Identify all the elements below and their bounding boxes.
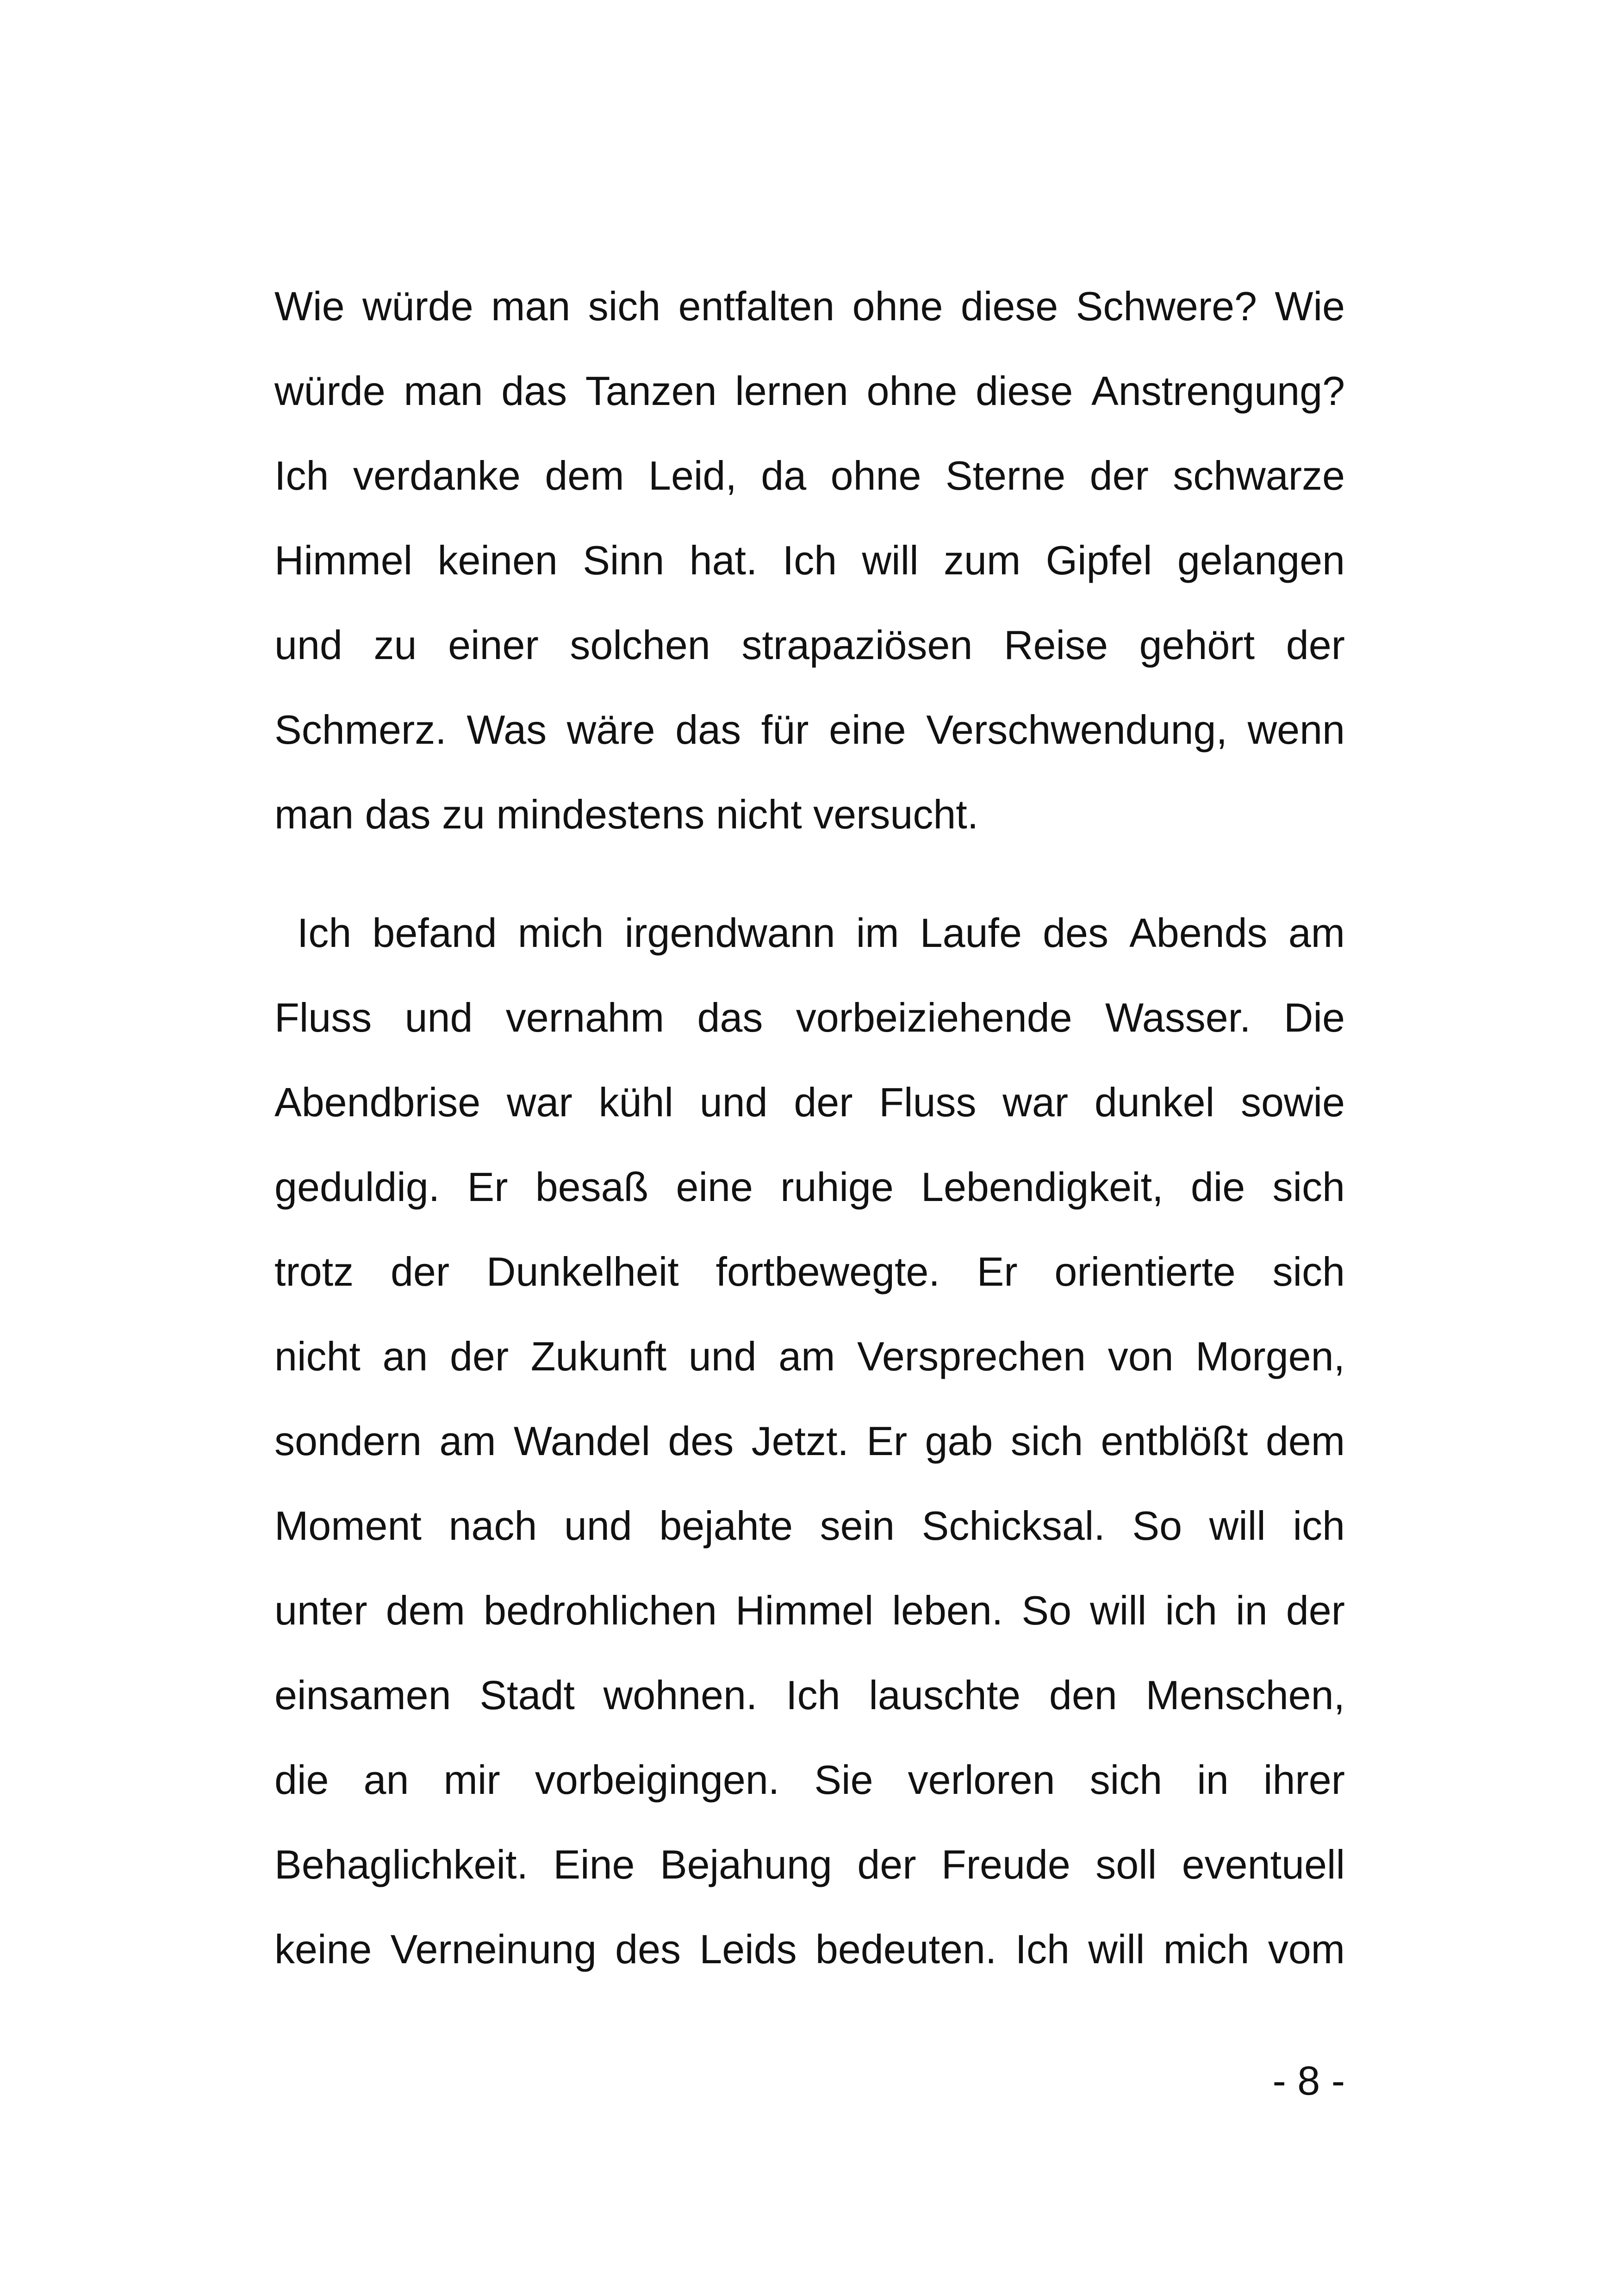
- word: ohne: [852, 283, 943, 329]
- word: entfalten: [678, 283, 835, 329]
- word: sich: [1089, 1757, 1163, 1803]
- word: Lebendigkeit,: [921, 1164, 1164, 1210]
- word: am: [439, 1418, 496, 1464]
- text-line: [274, 1229, 1345, 1314]
- word: Ich: [786, 1672, 840, 1718]
- word: sich: [1272, 1249, 1345, 1294]
- word: leben.: [892, 1587, 1003, 1633]
- word: an: [382, 1333, 428, 1379]
- word: der: [390, 1249, 450, 1294]
- word: Wasser.: [1105, 995, 1251, 1040]
- word: Die: [1283, 995, 1345, 1040]
- word: kühl: [598, 1079, 673, 1125]
- word: unter: [274, 1587, 367, 1633]
- word: Stadt: [479, 1672, 575, 1718]
- text-line: [274, 264, 1345, 348]
- word: soll: [1095, 1842, 1157, 1887]
- word: man: [491, 283, 571, 329]
- word: Anstrengung?: [1091, 368, 1345, 414]
- word: für: [761, 707, 809, 753]
- word: entblößt: [1101, 1418, 1248, 1464]
- word: ihrer: [1263, 1757, 1345, 1803]
- word: Morgen,: [1195, 1333, 1345, 1379]
- text-line: [274, 1653, 1345, 1737]
- word: sich: [1272, 1164, 1345, 1210]
- word: bedeuten.: [815, 1926, 997, 1972]
- word: am: [778, 1333, 835, 1379]
- word: gehört: [1139, 622, 1255, 668]
- word: mich: [517, 910, 604, 956]
- word: gab: [925, 1418, 993, 1464]
- word: orientierte: [1054, 1249, 1236, 1294]
- word: Ich: [274, 910, 352, 956]
- word: nach: [448, 1503, 537, 1549]
- word: der: [1286, 1587, 1345, 1633]
- word: einer: [448, 622, 539, 668]
- word: wenn: [1247, 707, 1345, 753]
- text-line: [274, 890, 1345, 975]
- word: nicht: [274, 1333, 361, 1379]
- text-line: [274, 1822, 1345, 1907]
- word: einsamen: [274, 1672, 451, 1718]
- word: Jetzt.: [751, 1418, 849, 1464]
- text-line: [274, 1907, 1345, 1991]
- word: Menschen,: [1145, 1672, 1345, 1718]
- text-line: [274, 518, 1345, 603]
- word: Freude: [941, 1842, 1070, 1887]
- word: Gipfel: [1045, 537, 1152, 583]
- text-line: [274, 1145, 1345, 1229]
- word: So: [1132, 1503, 1182, 1549]
- word: Leid,: [648, 453, 737, 498]
- word: lernen: [735, 368, 848, 414]
- word: befand: [372, 910, 497, 956]
- word: Dunkelheit: [486, 1249, 679, 1294]
- word: des: [615, 1926, 681, 1972]
- word: sich: [1010, 1418, 1083, 1464]
- word: Ich: [782, 537, 837, 583]
- word: ohne: [830, 453, 921, 498]
- word: zum: [944, 537, 1021, 583]
- word: Er: [866, 1418, 908, 1464]
- page-number: - 8 -: [1272, 2058, 1345, 2103]
- word: man: [404, 368, 483, 414]
- word: der: [449, 1333, 509, 1379]
- word: Sterne: [945, 453, 1066, 498]
- word: will: [1088, 1926, 1145, 1972]
- word: Abendbrise: [274, 1079, 481, 1125]
- word: diese: [975, 368, 1073, 414]
- word: zu: [373, 622, 417, 668]
- word: im: [856, 910, 899, 956]
- word: ich: [1165, 1587, 1217, 1633]
- word: und: [688, 1333, 757, 1379]
- word: Er: [977, 1249, 1018, 1294]
- word: vernahm: [505, 995, 665, 1040]
- text-line: [274, 975, 1345, 1060]
- word: hat.: [689, 537, 758, 583]
- paragraph-1: [274, 264, 1345, 857]
- text-line: [274, 603, 1345, 687]
- word: Sie: [814, 1757, 873, 1803]
- word: Abends: [1129, 910, 1268, 956]
- word: der: [794, 1079, 853, 1125]
- word: das: [675, 707, 741, 753]
- word: und: [274, 622, 342, 668]
- word: Wie: [274, 283, 345, 329]
- word: Ich: [274, 453, 329, 498]
- word: war: [1002, 1079, 1069, 1125]
- word: schwarze: [1173, 453, 1345, 498]
- text-line: [274, 687, 1345, 772]
- word: Bejahung: [660, 1842, 832, 1887]
- word: eine: [676, 1164, 753, 1210]
- word: will: [1090, 1587, 1147, 1633]
- word: die: [274, 1757, 329, 1803]
- word: vorbeiziehende: [796, 995, 1072, 1040]
- word: Wie: [1275, 283, 1345, 329]
- word: wohnen.: [603, 1672, 758, 1718]
- word: fortbewegte.: [716, 1249, 940, 1294]
- word: Eine: [553, 1842, 635, 1887]
- word: und: [404, 995, 473, 1040]
- word: mir: [443, 1757, 500, 1803]
- word: keine: [274, 1926, 372, 1972]
- word: Schmerz.: [274, 707, 447, 753]
- word: keinen: [437, 537, 558, 583]
- word: der: [1286, 622, 1345, 668]
- word: sein: [820, 1503, 895, 1549]
- word: lauschte: [869, 1672, 1021, 1718]
- word: an: [363, 1757, 409, 1803]
- word: das: [501, 368, 567, 414]
- word: Tanzen: [585, 368, 717, 414]
- word: am: [1288, 910, 1345, 956]
- word: des: [668, 1418, 734, 1464]
- word: des: [1043, 910, 1108, 956]
- text-line: [274, 1060, 1345, 1145]
- word: sowie: [1240, 1079, 1345, 1125]
- word: sich: [588, 283, 661, 329]
- word: strapaziösen: [741, 622, 973, 668]
- word: besaß: [535, 1164, 649, 1210]
- word: Schwere?: [1076, 283, 1257, 329]
- word: Reise: [1003, 622, 1108, 668]
- word: Verneinung: [390, 1926, 597, 1972]
- word: in: [1236, 1587, 1268, 1633]
- word: gelangen: [1177, 537, 1345, 583]
- word: So: [1021, 1587, 1072, 1633]
- word: ruhige: [780, 1164, 894, 1210]
- word: das: [697, 995, 763, 1040]
- word: bedrohlichen: [484, 1587, 717, 1633]
- text-line: man das zu mindestens nicht versucht.: [274, 791, 979, 837]
- word: und: [699, 1079, 768, 1125]
- word: Laufe: [920, 910, 1022, 956]
- word: ich: [1293, 1503, 1345, 1549]
- word: dem: [545, 453, 624, 498]
- word: den: [1049, 1672, 1117, 1718]
- word: der: [1089, 453, 1149, 498]
- word: Behaglichkeit.: [274, 1842, 528, 1887]
- word: mich: [1163, 1926, 1250, 1972]
- word: und: [564, 1503, 632, 1549]
- word: Himmel: [735, 1587, 874, 1633]
- word: Er: [467, 1164, 508, 1210]
- word: dem: [1265, 1418, 1345, 1464]
- word: eine: [829, 707, 906, 753]
- word: war: [506, 1079, 573, 1125]
- word: von: [1108, 1333, 1174, 1379]
- word: solchen: [570, 622, 710, 668]
- word: irgendwann: [624, 910, 835, 956]
- word: vom: [1268, 1926, 1345, 1972]
- word: will: [862, 537, 919, 583]
- word: die: [1190, 1164, 1245, 1210]
- word: Versprechen: [857, 1333, 1086, 1379]
- text-line: [274, 1483, 1345, 1568]
- word: will: [1209, 1503, 1266, 1549]
- word: dem: [386, 1587, 465, 1633]
- word: vorbeigingen.: [535, 1757, 780, 1803]
- word: Fluss: [879, 1079, 977, 1125]
- word: verdanke: [353, 453, 521, 498]
- word: bejahte: [659, 1503, 793, 1549]
- word: dunkel: [1094, 1079, 1215, 1125]
- text-line: [274, 1399, 1345, 1483]
- text-line: [274, 348, 1345, 433]
- word: Moment: [274, 1503, 422, 1549]
- word: da: [761, 453, 807, 498]
- word: diese: [960, 283, 1058, 329]
- word: Zukunft: [530, 1333, 667, 1379]
- word: Leids: [699, 1926, 797, 1972]
- word: geduldig.: [274, 1164, 440, 1210]
- word: Himmel: [274, 537, 413, 583]
- word: wäre: [566, 707, 655, 753]
- text-line: [274, 1568, 1345, 1653]
- word: der: [857, 1842, 916, 1887]
- word: Schicksal.: [921, 1503, 1105, 1549]
- text-line: [274, 1737, 1345, 1822]
- word: Was: [467, 707, 547, 753]
- word: würde: [274, 368, 386, 414]
- paragraph-2: [274, 890, 1345, 1991]
- word: in: [1197, 1757, 1229, 1803]
- word: eventuell: [1182, 1842, 1345, 1887]
- word: Verschwendung,: [926, 707, 1227, 753]
- word: sondern: [274, 1418, 422, 1464]
- word: würde: [362, 283, 473, 329]
- text-line: [274, 433, 1345, 518]
- word: Wandel: [513, 1418, 651, 1464]
- word: Fluss: [274, 995, 372, 1040]
- word: ohne: [866, 368, 958, 414]
- word: trotz: [274, 1249, 354, 1294]
- word: verloren: [908, 1757, 1055, 1803]
- word: Ich: [1015, 1926, 1070, 1972]
- text-line: [274, 1314, 1345, 1399]
- word: Sinn: [583, 537, 665, 583]
